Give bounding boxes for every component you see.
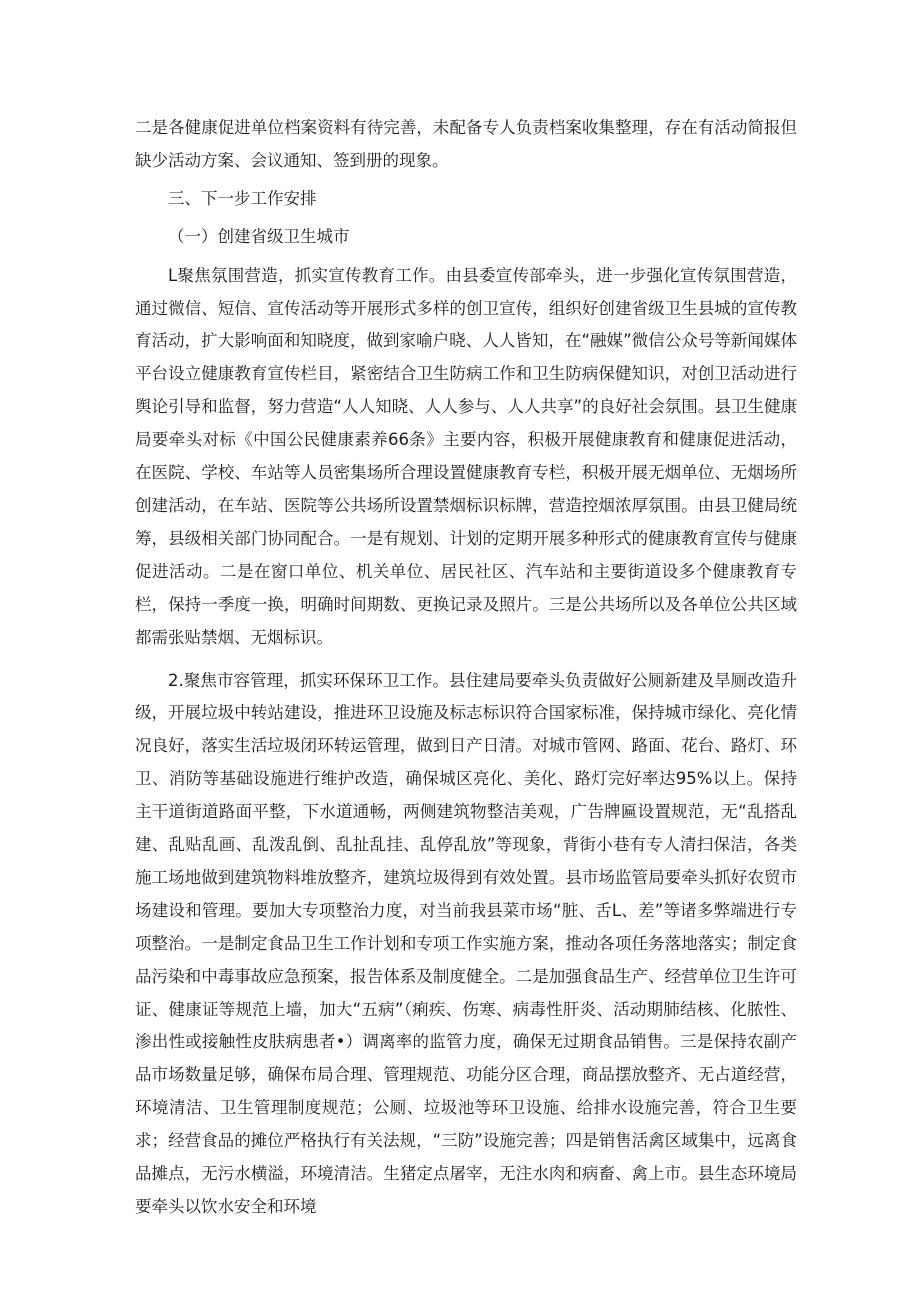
paragraph-city-appearance: 2.聚焦市容管理，抓实环保环卫工作。县住建局要牵头负责做好公厕新建及旱厕改造升级，开展垃圾中转站建设，推进环卫设施及标志标识符合国家标准，保持城市绿化、亮化情况良好，落实生活垃圾闭环转运管理，做到日产日清。对城市管网、路面、花台、路灯、环卫、消防等基础设施进行维护改造，确保城区亮化、美化、路灯完好率达95%以上。保持主干道街道路面平整，下水道通畅，两侧建筑物整洁美观，广告牌匾设置规范，无“乱搭乱建、乱贴乱画、乱泼乱倒、乱扯乱挂、乱停乱放”等现象，背街小巷有专人清扫保洁，各类施工场地做到建筑物料堆放整齐，建筑垃圾得到有效处置。县市场监管局要牵头抓好农贸市场建设和管理。要加大专项整治力度，对当前我县菜市场“脏、舌L、差”等诸多弊端进行专项整治。一是制定食品卫生工作计划和专项工作实施方案，推动各项任务落地落实；制定食品污染和中毒事故应急预案，报告体系及制度健全。二是加强食品生产、经营单位卫生许可证、健康证等规范上墙，加大“五病”（痢疾、伤寒、病毒性肝炎、活动期肺结核、化脓性、渗出性或接触性皮肤病患者•）调离率的监管力度，确保无过期食品销售。三是保持农副产品市场数量足够，确保布局合理、管理规范、功能分区合理，商品摆放整齐、无占道经营，环境清洁、卫生管理制度规范；公厕、垃圾池等环卫设施、给排水设施完善，符合卫生要求；经营食品的摊位严格执行有关法规，“三防”设施完善；四是销售活禽区域集中，远离食品摊点，无污水横溢，环境清洁。生猪定点屠宰，无注水肉和病畜、禽上市。县生态环境局要牵头以饮水安全和环境 xyxy=(135,670,797,1216)
section-heading: 三、下一步工作安排 xyxy=(168,188,317,208)
subsection-heading: （一）创建省级卫生城市 xyxy=(168,226,350,246)
document-body xyxy=(135,112,797,1224)
intro-paragraph: 二是各健康促进单位档案资料有待完善，未配备专人负责档案收集整理，存在有活动简报但缺少活动方案、会议通知、签到册的现象。 xyxy=(135,118,797,170)
paragraph-publicity-education: L聚焦氛围营造，抓实宣传教育工作。由县委宣传部牵头，进一步强化宣传氛围营造，通过微信、短信、宣传活动等开展形式多样的创卫宣传，组织好创建省级卫生县城的宣传教育活动，扩大影响面和知晓度，做到家喻户晓、人人皆知，在“融媒”微信公众号等新闻媒体平台设立健康教育宣传栏目，紧密结合卫生防病工作和卫生防病保健知识，对创卫活动进行舆论引导和监督，努力营造“人人知晓、人人参与、人人共享”的良好社会氛围。县卫生健康局要牵头对标《中国公民健康素养66条》主要内容，积极开展健康教育和健康促进活动，在医院、学校、车站等人员密集场所合理设置健康教育专栏，积极开展无烟单位、无烟场所创建活动，在车站、医院等公共场所设置禁烟标识标牌，营造控烟浓厚氛围。由县卫健局统筹，县级相关部门协同配合。一是有规划、计划的定期开展多种形式的健康教育宣传与健康促进活动。二是在窗口单位、机关单位、居民社区、汽车站和主要街道设多个健康教育专栏，保持一季度一换，明确时间期数、更换记录及照片。三是公共场所以及各单位公共区域都需张贴禁烟、无烟标识。 xyxy=(135,265,797,647)
